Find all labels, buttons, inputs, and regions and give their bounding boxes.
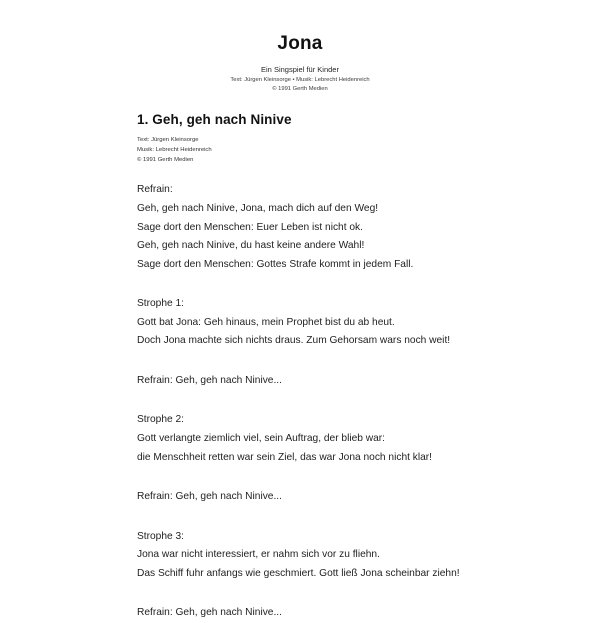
lyric-block-strophe-3 [137, 528, 500, 584]
block-label: Refrain: Geh, geh nach Ninive... [137, 374, 282, 386]
block-label: Refrain: Geh, geh nach Ninive... [137, 491, 282, 503]
song-title: 1. Geh, geh nach Ninive [137, 112, 292, 128]
document-title: Jona [277, 33, 323, 54]
song-credit-music: Musik: Lebrecht Heidenreich [137, 147, 212, 154]
lyric-line: Gott bat Jona: Geh hinaus, mein Prophet bist du ab heut. [137, 316, 395, 328]
block-label: Strophe 2: [137, 414, 185, 426]
block-label: Strophe 1: [137, 298, 185, 310]
song-credit-copyright: © 1991 Gerth Medien [137, 157, 194, 164]
lyric-line: Geh, geh nach Ninive, du hast keine andere Wahl! [137, 240, 365, 252]
lyric-block-strophe-2 [137, 411, 500, 467]
lyric-line: Geh, geh nach Ninive, Jona, mach dich auf den Weg! [137, 202, 379, 214]
lyric-block-strophe-1 [137, 295, 500, 351]
block-label: Refrain: Geh, geh nach Ninive... [137, 607, 282, 619]
lyric-line: Sage dort den Menschen: Gottes Strafe kommt in jedem Fall. [137, 258, 414, 270]
lyric-line: Das Schiff fuhr anfangs wie geschmiert. Gott ließ Jona scheinbar ziehn! [137, 567, 460, 579]
block-label: Strophe 3: [137, 530, 185, 542]
lyric-block-refrain-4 [137, 604, 500, 623]
document-subtitle: Ein Singspiel für Kinder [261, 64, 339, 74]
lyric-line: Sage dort den Menschen: Euer Leben ist nicht ok. [137, 221, 363, 233]
lyric-block-refrain-1 [137, 181, 500, 274]
lyric-line: Gott verlangte ziemlich viel, sein Auftrag, der blieb war: [137, 433, 386, 445]
lyric-line: Doch Jona machte sich nichts draus. Zum Gehorsam wars noch weit! [137, 335, 451, 347]
lyric-line: die Menschheit retten war sein Ziel, das war Jona noch nicht klar! [137, 451, 433, 463]
lyric-block-refrain-2 [137, 372, 500, 391]
block-label: Refrain: [137, 184, 173, 196]
song-credits [137, 135, 500, 165]
document-header [0, 0, 600, 94]
document-content [137, 94, 500, 623]
document-copyright: © 1991 Gerth Medien [272, 85, 328, 92]
song-credit-text: Text: Jürgen Kleinsorge [137, 136, 199, 143]
lyric-block-refrain-3 [137, 488, 500, 507]
document-credits: Text: Jürgen Kleinsorge • Musik: Lebrecht Heidenreich [230, 76, 370, 83]
lyric-line: Jona war nicht interessiert, er nahm sich vor zu fliehn. [137, 549, 380, 561]
